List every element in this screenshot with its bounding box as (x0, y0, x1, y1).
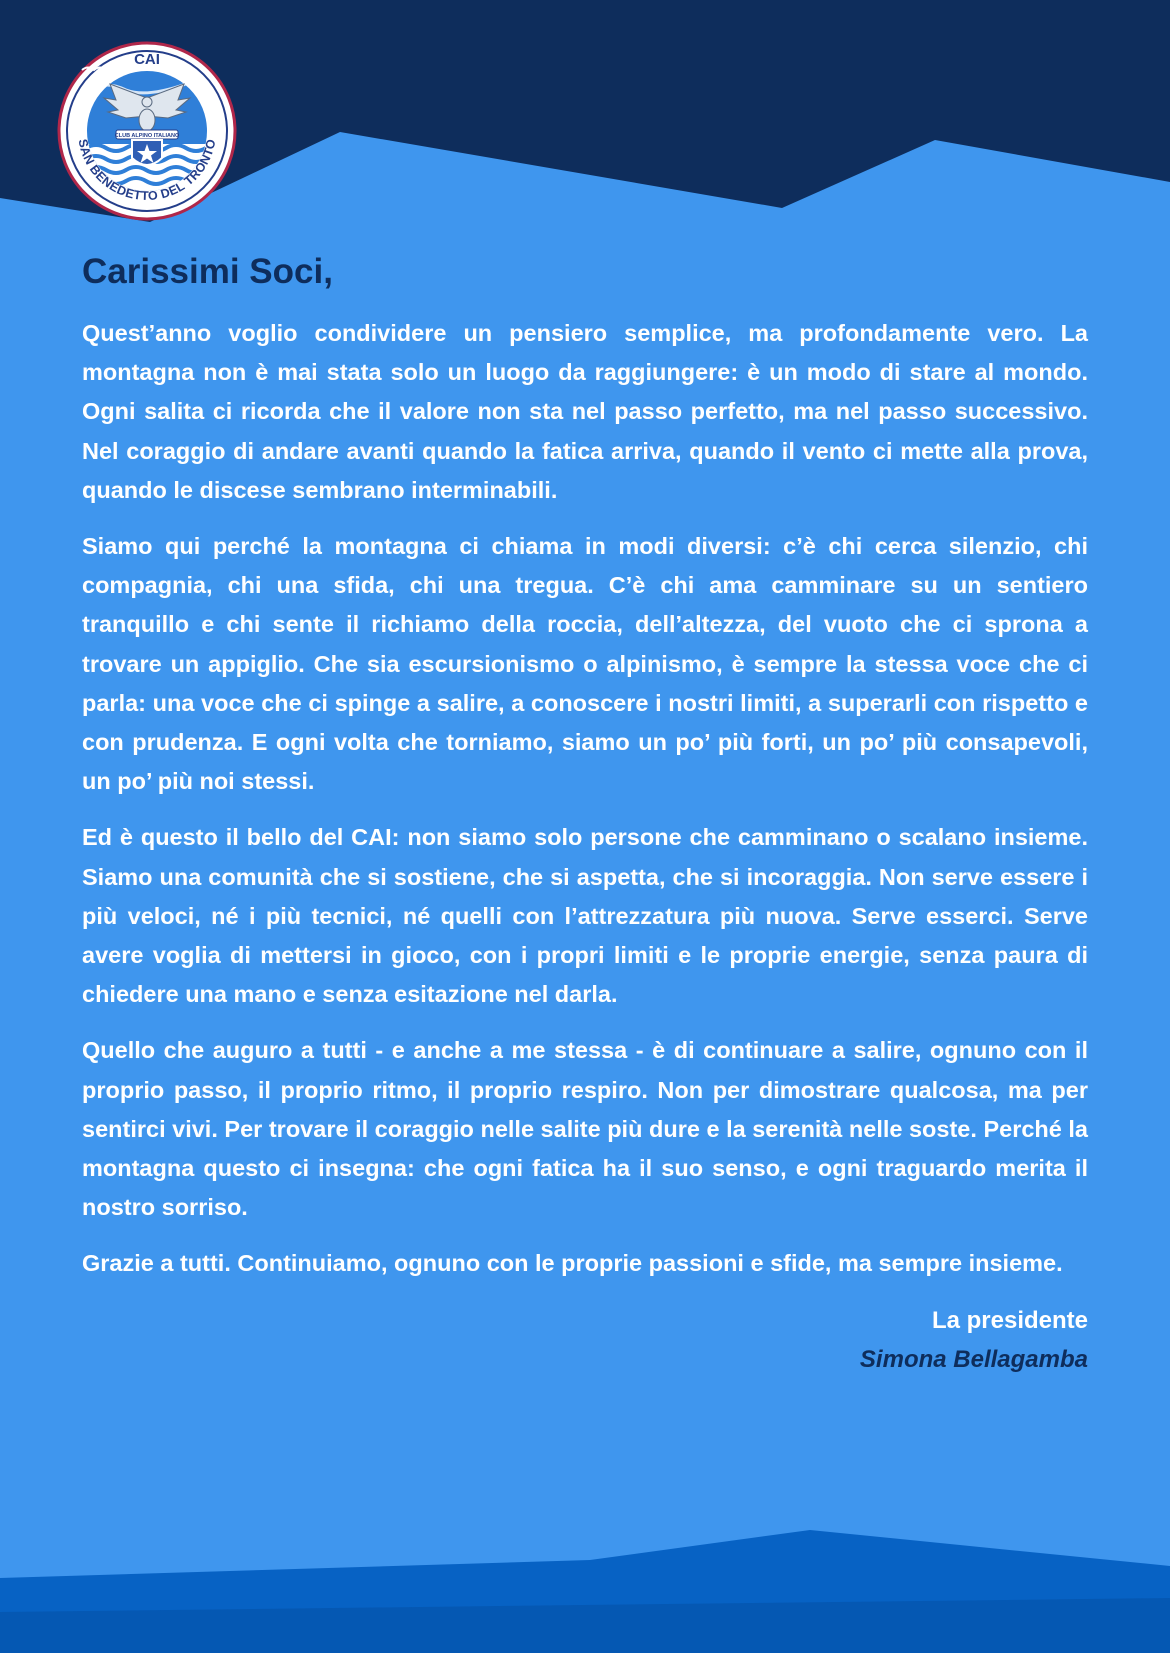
letter (82, 246, 1088, 1380)
signature-role: La presidente (931, 1306, 1088, 1334)
cai-logo (56, 40, 238, 222)
logo-acronym: CAI (134, 51, 160, 68)
letter-paragraph: Siamo qui perché la montagna ci chiama in modi diversi: c’è chi cerca silenzio, chi compagnia, chi una sfida, chi una tregua. C’è chi ama camminare su un sentiero tranquillo e chi sente il richiamo della roccia, dell’altezza, del vuoto che ci sprona a trovare un appiglio. Che sia escursionismo o alpinismo, è sempre la stessa voce che ci parla: una voce che ci spinge a salire, a conoscere i nostri limiti, a superarli con rispetto e con prudenza. E ogni volta che torniamo, siamo un po’ più forti, un po’ più consapevoli, un po’ più noi stessi. (82, 533, 1088, 795)
letter-paragraph: Quest’anno voglio condividere un pensiero semplice, ma profondamente vero. La montagna non è mai stata solo un luogo da raggiungere: è un modo di stare al mondo. Ogni salita ci ricorda che il valore non sta nel passo perfetto, ma nel passo successivo. Nel coraggio di andare avanti quando la fatica arriva, quando il vento ci mette alla prova, quando le discese sembrano interminabili. (82, 320, 1088, 503)
signature-name: Simona Bellagamba (859, 1346, 1088, 1374)
logo-section-name: SAN BENEDETTO DEL TRONTO (75, 137, 219, 204)
letter-paragraph: Ed è questo il bello del CAI: non siamo solo persone che camminano o scalano insieme. Siamo una comunità che si sostiene, che si aspetta, che si incoraggia. Non serve essere i più veloci, né i più tecnici, né quelli con l’attrezzatura più nuova. Serve esserci. Serve avere voglia di mettersi in gioco, con i propri limiti e le proprie energie, senza paura di chiedere una mano e senza esitazione nel darla. (82, 824, 1088, 1008)
shield-icon (132, 140, 162, 165)
letter-paragraph: Quello che auguro a tutti - e anche a me stessa - è di continuare a salire, ognuno con il proprio passo, il proprio ritmo, il proprio respiro. Non per dimostrare qualcosa, ma per sentirci vivi. Per trovare il coraggio nelle salite più dure e la serenità nelle soste. Perché la montagna questo ci insegna: che ogni fatica ha il suo senso, e ogni traguardo merita il nostro sorriso. (82, 1037, 1088, 1221)
letter-greeting: Carissimi Soci, (82, 252, 333, 291)
letter-paragraph: Grazie a tutti. Continuiamo, ognuno con le proprie passioni e sfide, ma sempre insieme. (82, 1250, 1063, 1277)
logo-ribbon-text: CLUB ALPINO ITALIANO (114, 133, 180, 139)
signature-block (82, 1301, 1088, 1380)
